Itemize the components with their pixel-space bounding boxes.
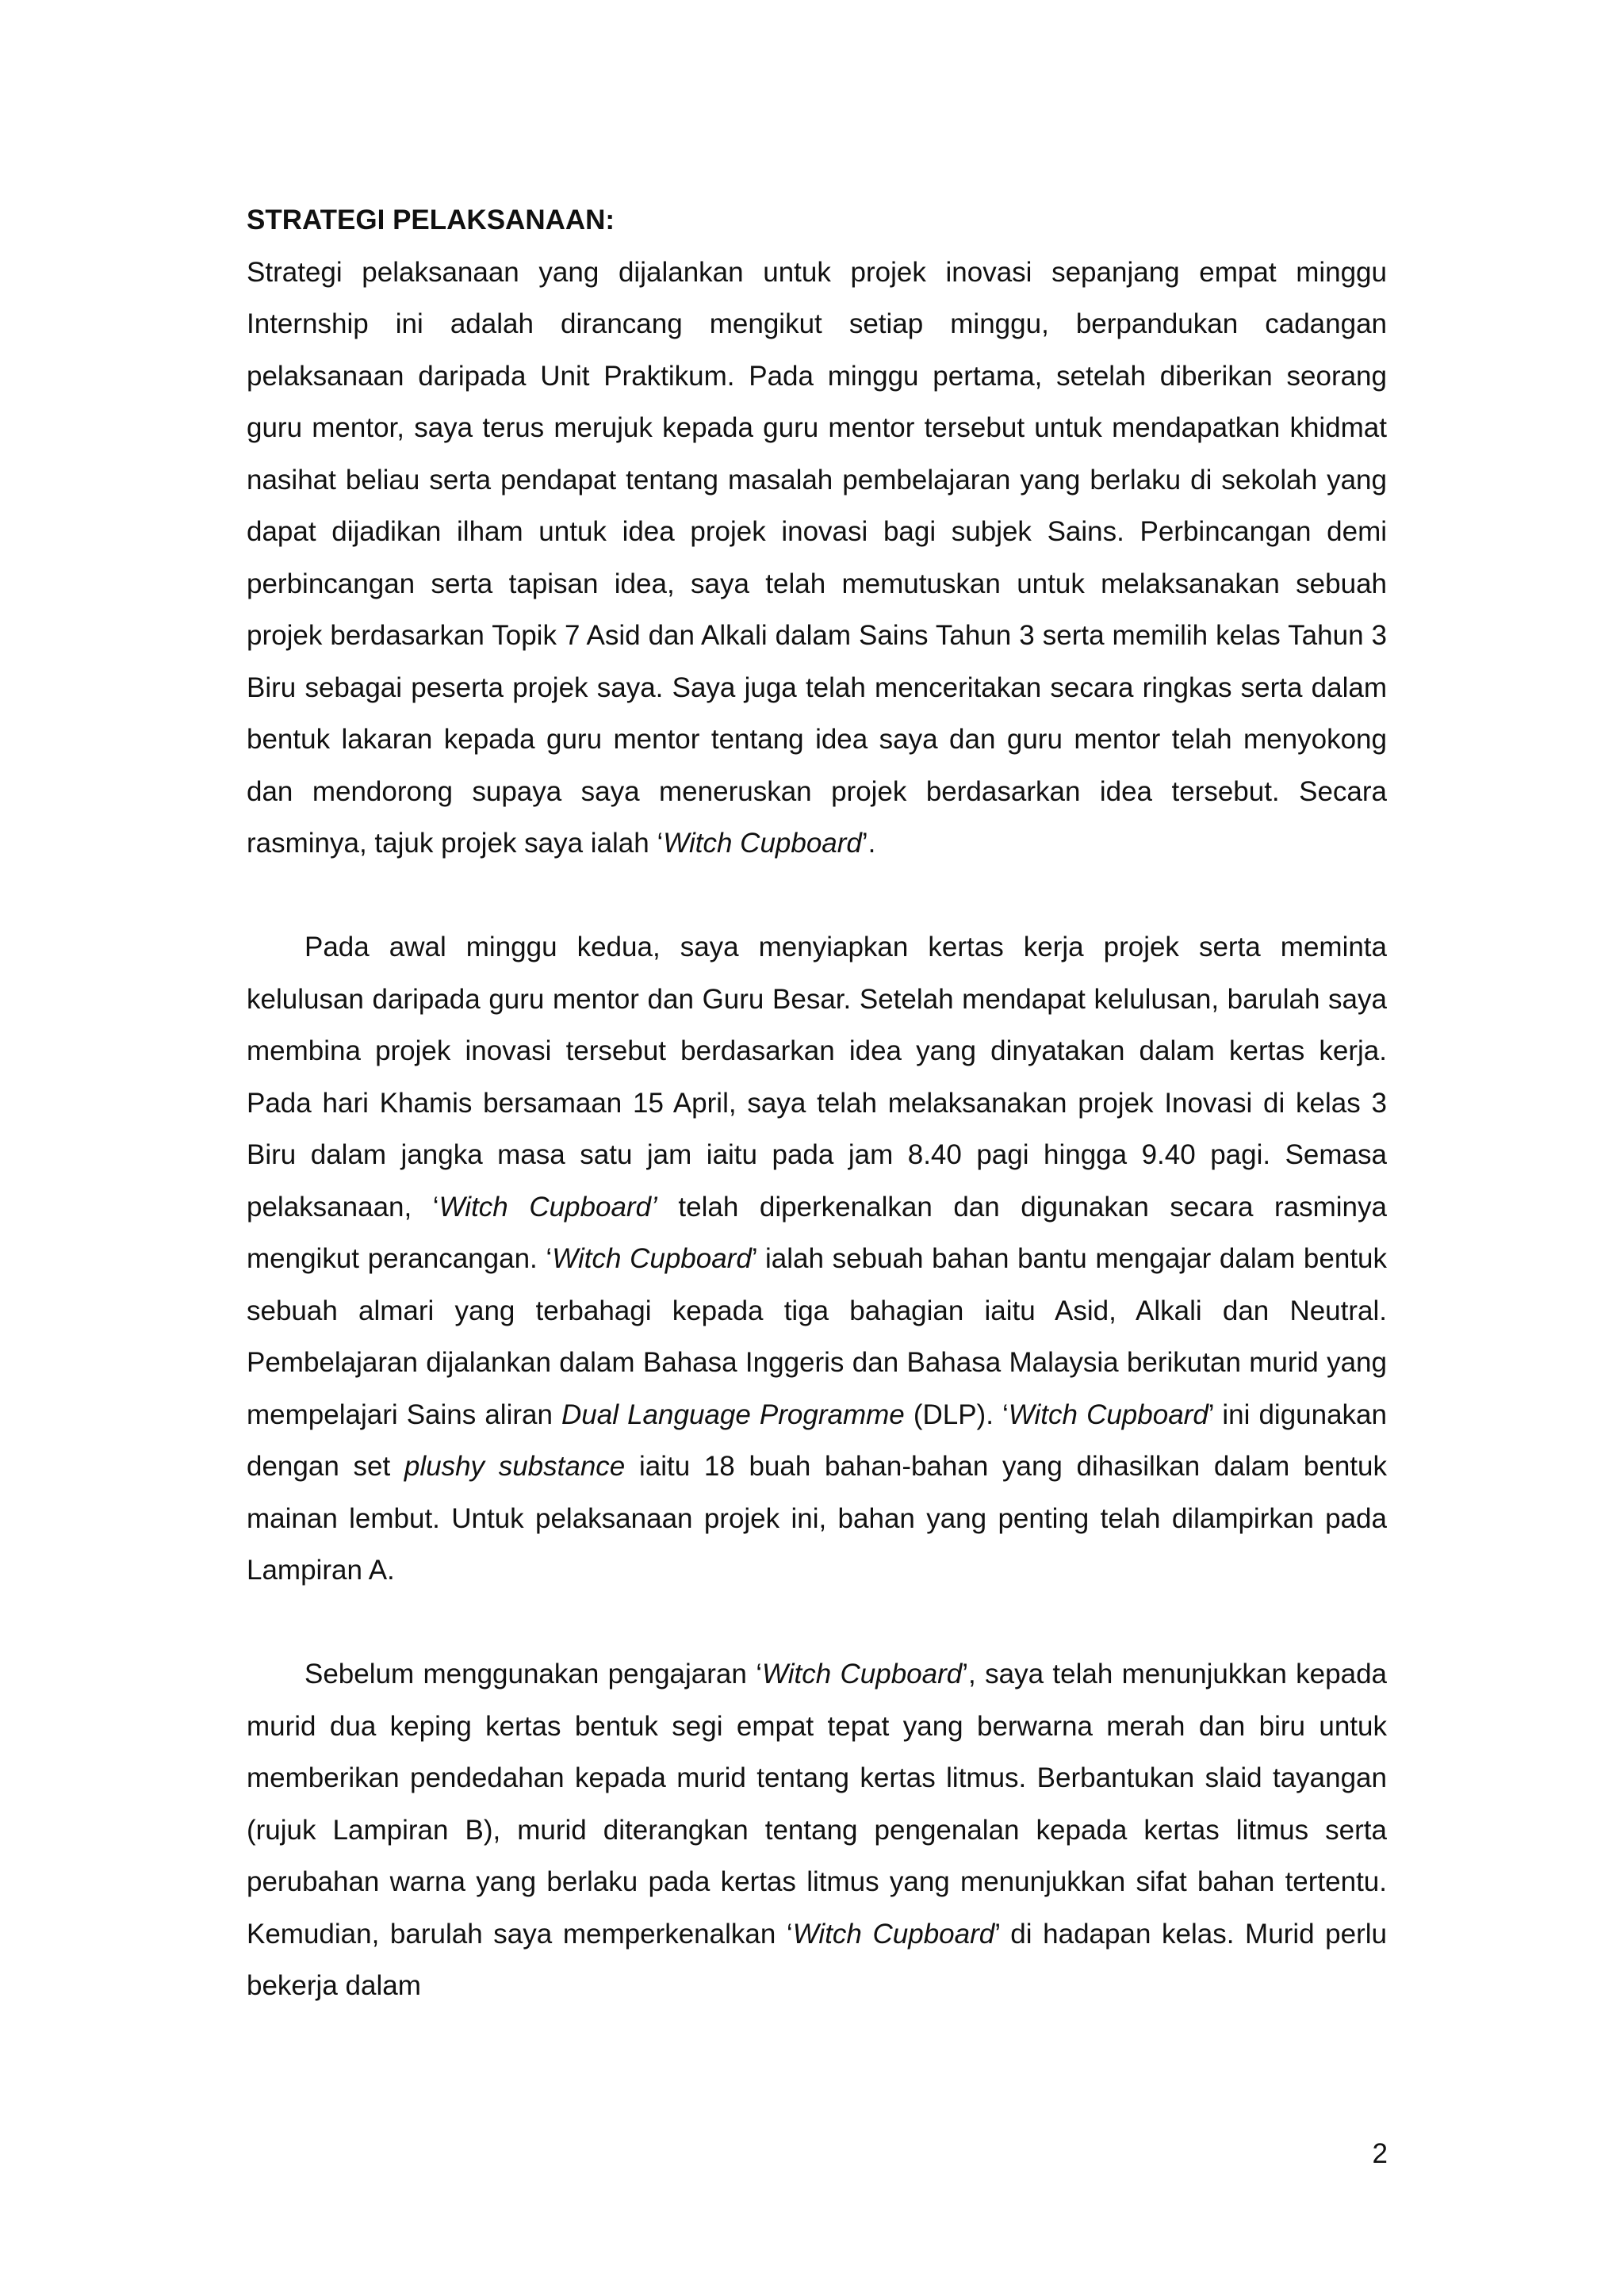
paragraph-text: Pada awal minggu kedua, saya menyiapkan kertas kerja projek serta meminta kelulusan daripada guru mentor dan Guru Besar. Setelah mendapat kelulusan, barulah saya membina projek inovasi tersebut berdasarkan idea yang dinyatakan dalam kertas kerja. Pada hari Khamis bersamaan 15 April, saya telah melaksanakan projek Inovasi di kelas 3 Biru dalam jangka masa satu jam iaitu pada jam 8.40 pagi hingga 9.40 pagi. Semasa pelaksanaan, ‘ (247, 932, 1387, 1223)
italic-text: plushy substance (404, 1451, 626, 1482)
paragraph-text: ’ ini digunakan dengan set (247, 1399, 1387, 1482)
italic-text: Witch Cupboard (663, 828, 862, 859)
paragraph-3 (247, 1648, 1387, 2012)
paragraph-2 (247, 921, 1387, 1597)
document-body (247, 194, 1387, 2012)
paragraph-text: ’. (861, 828, 876, 859)
paragraph-text: Sebelum menggunakan pengajaran ‘ (304, 1659, 762, 1689)
italic-text: Dual Language Programme (561, 1399, 905, 1430)
paragraph-text: (DLP). ‘ (904, 1399, 1009, 1430)
paragraph-1 (247, 247, 1387, 870)
section-heading: STRATEGI PELAKSANAAN: (247, 205, 615, 235)
page-number: 2 (1372, 2138, 1388, 2169)
italic-text: Witch Cupboard’ (439, 1191, 657, 1223)
italic-text: Witch Cupboard (761, 1659, 963, 1689)
italic-text: Witch Cupboard (552, 1243, 752, 1274)
paragraph-text: ’ ialah sebuah bahan bantu mengajar dalam bentuk sebuah almari yang terbahagi kepada tiga bahagian iaitu Asid, Alkali dan Neutral. Pembelajaran dijalankan dalam Bahasa Inggeris dan Bahasa Malaysia berikutan murid yang mempelajari Sains aliran (247, 1243, 1388, 1430)
paragraph-text: telah diperkenalkan dan digunakan secara rasminya mengikut perancangan. ‘ (247, 1191, 1387, 1274)
paragraph-text: ’ di hadapan kelas. Murid perlu bekerja dalam (247, 1918, 1388, 2001)
paragraph-text: ’, saya telah menunjukkan kepada murid dua keping kertas bentuk segi empat tepat yang berwarna merah dan biru untuk memberikan pendedahan kepada murid tentang kertas litmus. Berbantukan slaid tayangan (rujuk Lampiran B), murid diterangkan tentang pengenalan kepada kertas litmus serta perubahan warna yang berlaku pada kertas litmus yang menunjukkan sifat bahan tertentu. Kemudian, barulah saya memperkenalkan ‘ (247, 1659, 1387, 1950)
italic-text: Witch Cupboard (1008, 1399, 1208, 1430)
italic-text: Witch Cupboard (792, 1918, 995, 1950)
paragraph-text: Strategi pelaksanaan yang dijalankan untuk projek inovasi sepanjang empat minggu Internship ini adalah dirancang mengikut setiap minggu, berpandukan cadangan pelaksanaan daripada Unit Praktikum. Pada minggu pertama, setelah diberikan seorang guru mentor, saya terus merujuk kepada guru mentor tersebut untuk mendapatkan khidmat nasihat beliau serta pendapat tentang masalah pembelajaran yang berlaku di sekolah yang dapat dijadikan ilham untuk idea projek inovasi bagi subjek Sains. Perbincangan demi perbincangan serta tapisan idea, saya telah memutuskan untuk melaksanakan sebuah projek berdasarkan Topik 7 Asid dan Alkali dalam Sains Tahun 3 serta memilih kelas Tahun 3 Biru sebagai peserta projek saya. Saya juga telah menceritakan secara ringkas serta dalam bentuk lakaran kepada guru mentor tentang idea saya dan guru mentor telah menyokong dan mendorong supaya saya meneruskan projek berdasarkan idea tersebut. Secara rasminya, tajuk projek saya ialah ‘ (247, 256, 1387, 859)
paragraph-text: iaitu 18 buah bahan-bahan yang dihasilkan dalam bentuk mainan lembut. Untuk pelaksanaan projek ini, bahan yang penting telah dilampirkan pada Lampiran A. (247, 1451, 1387, 1586)
